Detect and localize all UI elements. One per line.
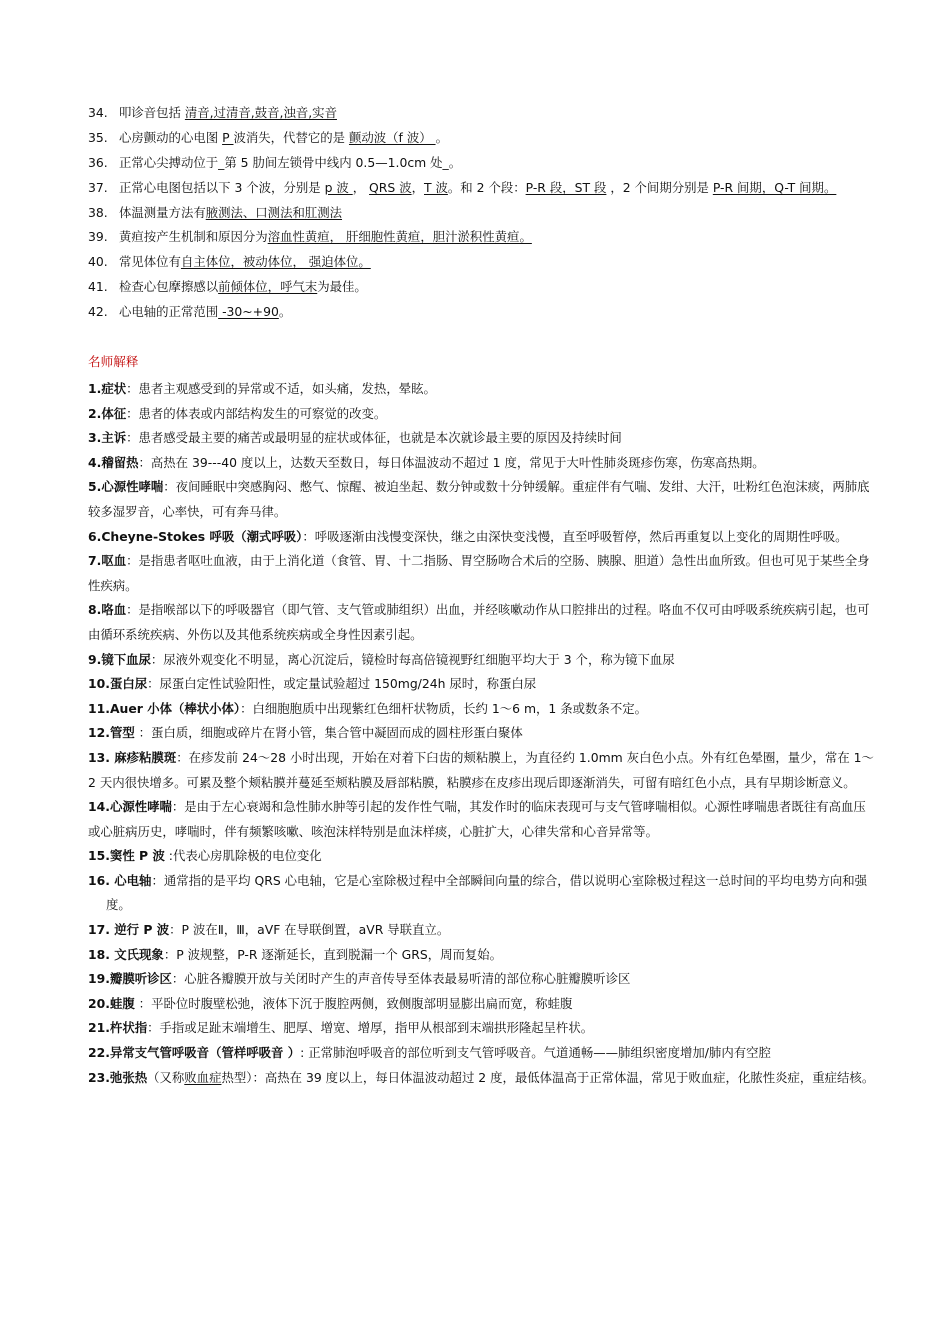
- underlined-answer: 自主体位，被动体位， 强迫体位。: [180, 254, 371, 270]
- definition-term: 6.Cheyne-Stokes 呼吸（潮式呼吸）: [88, 528, 303, 544]
- definition-term: 10.蛋白尿: [88, 676, 148, 692]
- definition: [88, 672, 878, 697]
- term-separator: :: [300, 1045, 309, 1061]
- text-run: 白细胞胞质中出现紫红色细杆状物质，长约 1～6 m，1 条或数条不定。: [252, 700, 647, 716]
- definition: [88, 1016, 878, 1041]
- definition-term: 2.体征: [88, 405, 127, 421]
- underlined-answer: 前倾体位，呼气末: [218, 279, 318, 295]
- fill-item: [88, 153, 878, 173]
- definition-term: 1.症状: [88, 381, 127, 396]
- definition-term: 13. 麻疹粘膜斑: [88, 749, 177, 765]
- definition-term: 20.蛙腹: [88, 995, 135, 1011]
- text-run: 是指患者呕吐血液，由于上消化道（食管、胃、十二指肠、胃空肠吻合术后的空肠、胰腺、胆道）急性出血所致。但也可见于某些全身性疾病。: [88, 553, 870, 593]
- term-separator: ：: [126, 553, 139, 569]
- item-text: [119, 128, 878, 148]
- definition-term: 16. 心电轴: [88, 872, 152, 888]
- text-run: 手指或足趾末端增生、肥厚、增宽、增厚，指甲从根部到末端拱形隆起呈杵状。: [159, 1020, 594, 1036]
- text-run: 高热在 39---40 度以上，达数天至数日，每日体温波动不超过 1 度，常见于大叶性肺炎斑疹伤寒，伤寒高热期。: [150, 454, 765, 470]
- item-number: 38.: [88, 204, 108, 220]
- definition-term: 19.瓣膜听诊区: [88, 971, 172, 987]
- definition-term: 17. 逆行 P 波: [88, 922, 170, 938]
- definition-term: 12.管型: [88, 725, 135, 741]
- text-run: 是由于左心衰竭和急性肺水肿等引起的发作性气喘，其发作时的临床表现可与支气管哮喘相似。心源性哮喘患者既往有高血压或心脏病历史，哮喘时，伴有频繁咳嗽、咳泡沫样特别是血沫样痰，心脏扩大，心律失常和心音异常等。: [88, 799, 866, 839]
- item-number: 34.: [88, 105, 108, 120]
- text-run: 波消失，代替它的是: [233, 129, 349, 145]
- fill-item: [88, 128, 878, 148]
- definition: [88, 943, 878, 968]
- underlined-answer: QRS 波: [369, 179, 412, 195]
- definition-term: 3.主诉: [88, 430, 127, 446]
- definition-term: 4.稽留热: [88, 454, 139, 470]
- definition: [88, 549, 878, 598]
- definitions-list: [88, 377, 878, 1090]
- item-text: [119, 103, 878, 123]
- item-text: [119, 178, 878, 198]
- definition-term: 22.异常支气管呼吸音（管样呼吸音 ）: [88, 1045, 301, 1061]
- text-run: 正常心尖搏动位于_第 5 肋间左锁骨中线内 0.5—1.0cm 处_。: [119, 154, 462, 170]
- section-heading: 名师解释: [88, 354, 139, 369]
- definition-term: 14.心源性哮喘: [88, 799, 172, 815]
- text-run: 心脏各瓣膜开放与关闭时产生的声音传导至体表最易听清的部位称心脏瓣膜听诊区: [184, 971, 631, 987]
- fill-item: [88, 277, 878, 297]
- underlined-answer: P-R 段，ST 段: [525, 179, 607, 195]
- item-text: [119, 227, 878, 247]
- text-run: 通常指的是平均 QRS 心电轴，它是心室除极过程中全部瞬间向量的综合，借以说明心室除极过程这一总时间的平均电势方向和强度。: [106, 872, 868, 913]
- text-run: 。: [435, 129, 448, 145]
- text-run: 。和 2 个段：: [447, 179, 526, 195]
- term-separator: ：: [302, 528, 315, 544]
- definition: [88, 377, 878, 402]
- text-run: ，: [411, 179, 424, 195]
- underlined-answer: 清音,过清音,鼓音,浊音,实音: [184, 105, 337, 120]
- fill-item: [88, 302, 878, 322]
- term-separator: ：: [147, 676, 160, 692]
- definition-term: 15.窦性 P 波: [88, 848, 165, 864]
- term-separator: ：: [163, 479, 176, 495]
- definition: [88, 844, 878, 869]
- term-separator: ：: [126, 602, 139, 618]
- text-run: 平卧位时腹壁松弛，液体下沉于腹腔两侧，致侧腹部明显膨出扁而宽，称蛙腹: [151, 995, 573, 1011]
- definition-term: 11.Auer 小体（棒状小体）: [88, 700, 241, 716]
- text-run: 在疹发前 24～28 小时出现，开始在对着下臼齿的颊粘膜上，为直径约 1.0mm 灰白色小点。外有红色晕圈，量少，常在 1～2 天内很快增多。可累及整个颊粘膜并蔓延至颊粘膜及唇部粘膜，粘膜疹在皮疹出现后即逐渐消失，可留有暗红色小点，具有早期诊断意义。: [88, 749, 874, 790]
- text-run: P 波在Ⅱ，Ⅲ，aVF 在导联倒置，aVR 导联直立。: [181, 922, 450, 938]
- text-run: 体温测量方法有: [119, 204, 206, 220]
- definition: [88, 697, 878, 722]
- text-run: 正常肺泡呼吸音的部位听到支气管呼吸音。气道通畅——肺组织密度增加/肺内有空腔: [308, 1045, 771, 1061]
- definition-term: 8.咯血: [88, 602, 127, 618]
- underlined-answer: P-R 间期，Q-T 间期。: [712, 179, 837, 195]
- text-run: （又称: [147, 1069, 185, 1085]
- definition: [88, 648, 878, 673]
- definition: [88, 967, 878, 992]
- fill-in-blank-list: [88, 103, 878, 327]
- term-separator: ：: [147, 1020, 160, 1036]
- underlined-answer: -30~+90: [218, 304, 279, 320]
- definition: [88, 869, 878, 918]
- underlined-answer: T 波: [424, 179, 448, 195]
- text-run: 黄疸按产生机制和原因分为: [119, 229, 268, 245]
- definition: [88, 721, 878, 746]
- term-separator: ：: [134, 725, 152, 741]
- fill-item: [88, 203, 878, 223]
- text-run: 心房颤动的心电图: [119, 129, 223, 145]
- fill-item: [88, 178, 878, 198]
- term-separator: ：: [126, 430, 139, 446]
- text-run: 代表心房肌除极的电位变化: [172, 848, 322, 864]
- item-number: 35.: [88, 129, 108, 145]
- definition: [88, 746, 878, 795]
- definition: [88, 918, 878, 943]
- term-separator: ：: [176, 749, 189, 765]
- item-number: 42.: [88, 304, 108, 320]
- text-run: P 波规整，P-R 逐渐延长，直到脱漏一个 GRS，周而复始。: [176, 946, 503, 962]
- item-number: 39.: [88, 229, 108, 245]
- item-text: [119, 203, 878, 223]
- underlined-answer: 溶血性黄疸， 肝细胞性黄疸，胆汁淤积性黄疸。: [267, 229, 532, 245]
- term-separator: :: [164, 848, 173, 864]
- underlined-answer: P: [222, 129, 234, 145]
- text-run: 患者的体表或内部结构发生的可察觉的改变。: [138, 405, 387, 421]
- term-separator: ：: [171, 799, 185, 815]
- definition: [88, 402, 878, 427]
- definition-term: 7.呕血: [88, 553, 127, 569]
- item-number: 41.: [88, 279, 108, 295]
- definition: [88, 475, 878, 524]
- text-run: 蛋白质，细胞或碎片在肾小管，集合管中凝固而成的圆柱形蛋白聚体: [151, 725, 523, 741]
- term-separator: ：: [138, 454, 151, 470]
- item-text: [119, 252, 878, 272]
- definition-term: 5.心源性哮喘: [88, 479, 164, 495]
- underlined-answer: p 波: [324, 179, 353, 195]
- term-separator: ：: [126, 405, 139, 421]
- term-separator: ：: [151, 872, 164, 888]
- text-run: 常见体位有: [119, 254, 181, 270]
- fill-item: [88, 103, 878, 123]
- term-separator: ：: [150, 651, 164, 667]
- term-separator: ：: [134, 995, 152, 1011]
- definition: [88, 795, 878, 844]
- definition-term: 23.弛张热: [88, 1069, 148, 1085]
- text-run: 为最佳。: [317, 279, 367, 295]
- definition: [88, 1066, 878, 1091]
- term-separator: ：: [171, 971, 185, 987]
- underlined-answer: 颤动波（f 波）: [348, 129, 436, 145]
- text-run: 是指喉部以下的呼吸器官（即气管、支气管或肺组织）出血，并经咳嗽动作从口腔排出的过程。咯血不仅可由呼吸系统疾病引起，也可由循环系统疾病、外伤以及其他系统疾病或全身性因素引起。: [88, 602, 870, 642]
- text-run: 尿蛋白定性试验阳性，或定量试验超过 150mg/24h 尿时，称蛋白尿: [159, 676, 537, 692]
- text-run: 热型）：高热在 39 度以上，每日体温波动超过 2 度，最低体温高于正常体温，常见于败血症，化脓性炎症，重症结核。: [221, 1069, 875, 1085]
- text-run: 患者主观感受到的异常或不适，如头痛，发热，晕眩。: [138, 381, 436, 396]
- definition: [88, 598, 878, 647]
- underlined-answer: 败血症: [184, 1069, 222, 1085]
- text-run: 叩诊音包括: [119, 105, 185, 120]
- definition: [88, 525, 878, 550]
- definition: [88, 426, 878, 451]
- text-run: 患者感受最主要的痛苦或最明显的症状或体征，也就是本次就诊最主要的原因及持续时间: [138, 430, 622, 446]
- underlined-answer: 腋测法、口测法和肛测法: [205, 204, 343, 220]
- text-run: 正常心电图包括以下 3 个波，分别是: [119, 179, 325, 195]
- term-separator: ：: [163, 946, 177, 962]
- text-run: 检查心包摩擦感以: [119, 279, 219, 295]
- fill-item: [88, 252, 878, 272]
- definition: [88, 1041, 878, 1066]
- text-run: ，: [352, 179, 370, 195]
- text-run: 夜间睡眠中突感胸闷、憋气、惊醒、被迫坐起、数分钟或数十分钟缓解。重症伴有气喘、发绀、大汗，吐粉红色泡沫痰，两肺底较多湿罗音，心率快，可有奔马律。: [88, 479, 870, 519]
- definition-term: 21.杵状指: [88, 1020, 148, 1036]
- definition: [88, 451, 878, 476]
- item-number: 36.: [88, 154, 108, 170]
- item-number: 37.: [88, 179, 108, 195]
- text-run: 呼吸逐渐由浅慢变深快，继之由深快变浅慢，直至呼吸暂停，然后再重复以上变化的周期性呼吸。: [314, 528, 848, 544]
- definition-term: 9.镜下血尿: [88, 651, 151, 667]
- definition: [88, 992, 878, 1017]
- text-run: ，2 个间期分别是: [606, 179, 713, 195]
- text-run: 尿液外观变化不明显，离心沉淀后，镜检时每高倍镜视野红细胞平均大于 3 个，称为镜下血尿: [163, 651, 675, 667]
- term-separator: ：: [169, 922, 182, 938]
- text-run: 。: [278, 304, 292, 320]
- fill-item: [88, 227, 878, 247]
- item-text: [119, 302, 878, 322]
- item-number: 40.: [88, 254, 108, 270]
- term-separator: ：: [240, 700, 253, 716]
- definition-term: 18. 文氏现象: [88, 946, 164, 962]
- term-separator: ：: [126, 381, 139, 396]
- item-text: [119, 277, 878, 297]
- item-text: [119, 153, 878, 173]
- text-run: 心电轴的正常范围: [119, 304, 219, 320]
